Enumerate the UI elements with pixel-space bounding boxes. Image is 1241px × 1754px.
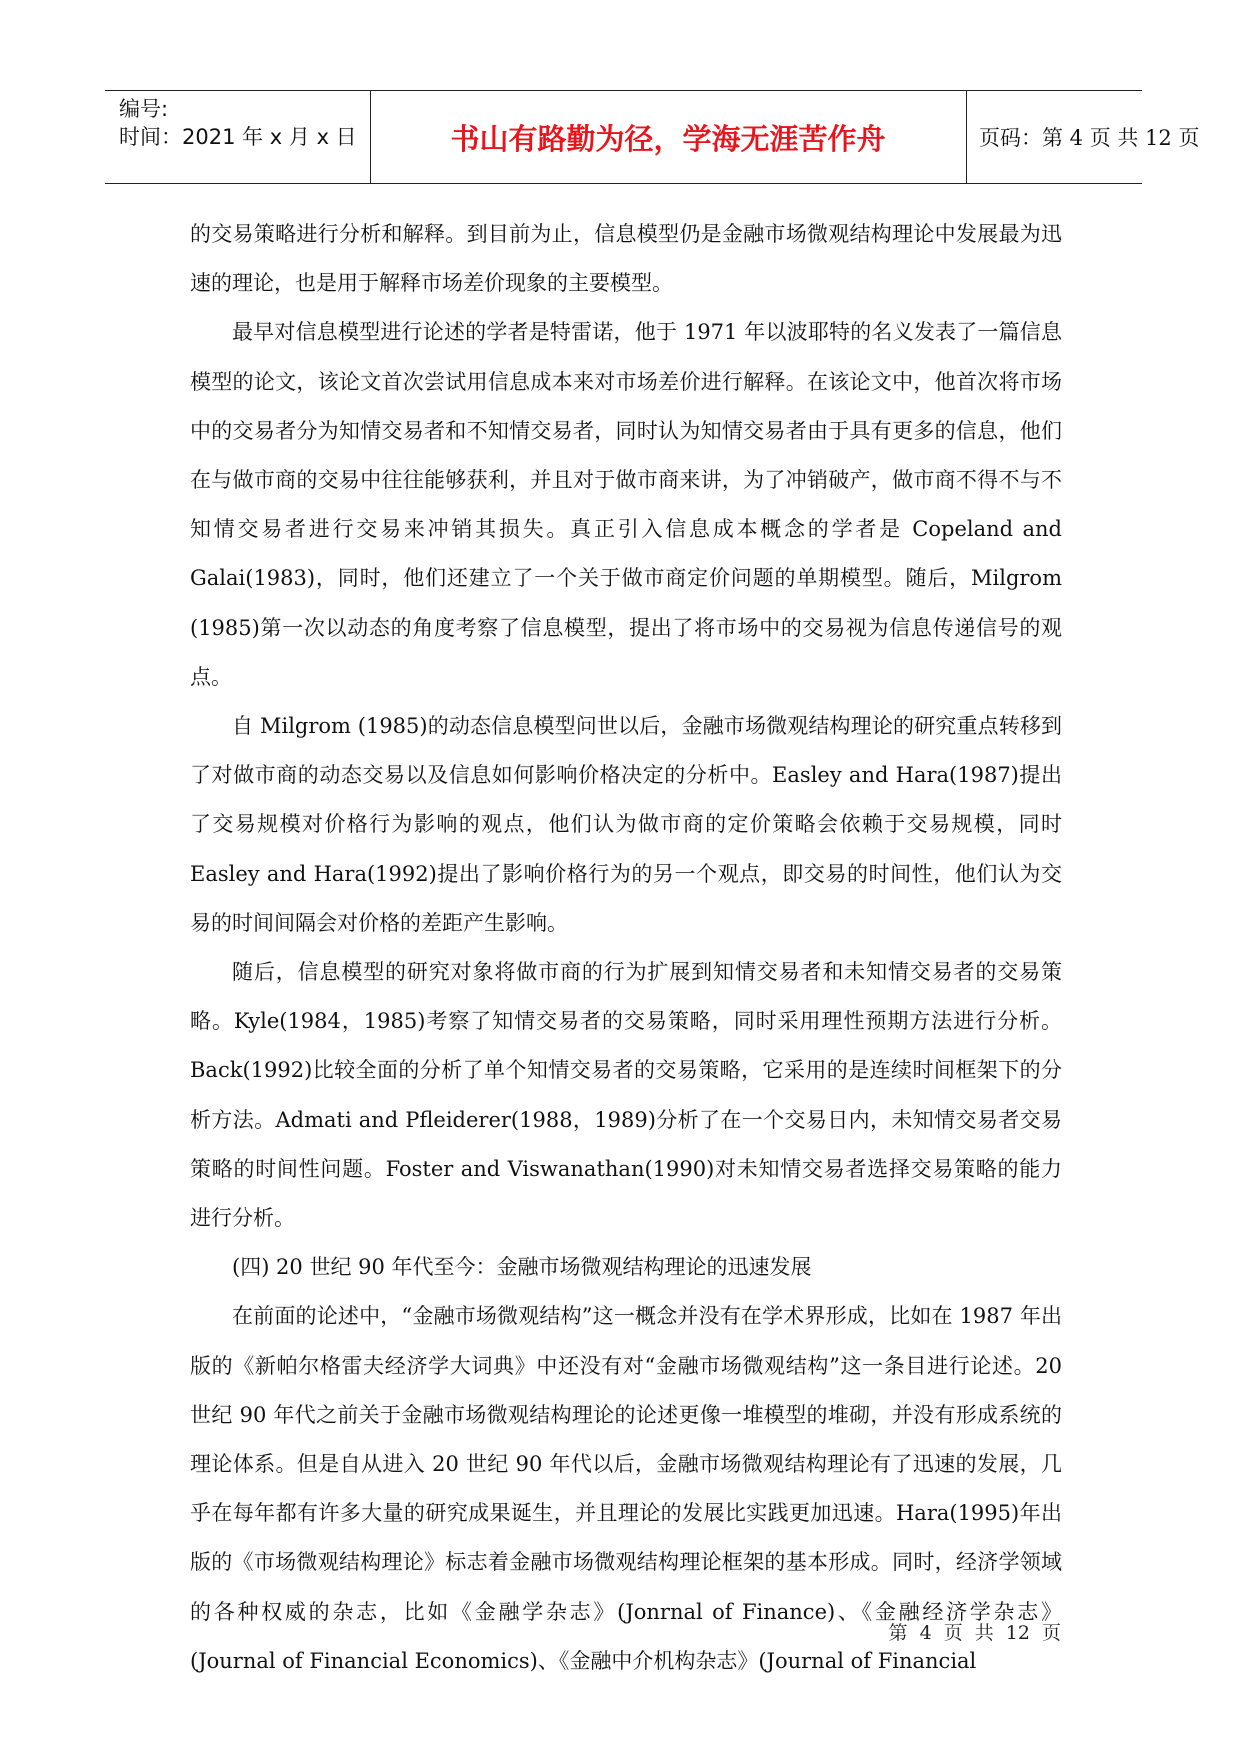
paragraph-4: 随后，信息模型的研究对象将做市商的行为扩展到知情交易者和未知情交易者的交易策略。Kyle(1984，1985)考察了知情交易者的交易策略，同时采用理性预期方法进行分析。Back(1992)比较全面的分析了单个知情交易者的交易策略，它采用的是连续时间框架下的分析方法。Admati and Pfleiderer(1988，1989)分析了在一个交易日内，未知情交易者交易策略的时间性问题。Foster and Viswanathan(1990)对未知情交易者选择交易策略的能力进行分析。 [190, 960, 1062, 1231]
header-page-cell [967, 91, 1200, 183]
paragraph-2: 最早对信息模型进行论述的学者是特雷诺，他于 1971 年以波耶特的名义发表了一篇信息模型的论文，该论文首次尝试用信息成本来对市场差价进行解释。在该论文中，他首次将市场中的交易者分为知情交易者和不知情交易者，同时认为知情交易者由于具有更多的信息，他们在与做市商的交易中往往能够获利，并且对于做市商来讲，为了冲销破产，做市商不得不与不知情交易者进行交易来冲销其损失。真正引入信息成本概念的学者是 Copeland and Galai(1983)，同时，他们还建立了一个关于做市商定价问题的单期模型。随后，Milgrom (1985)第一次以动态的角度考察了信息模型，提出了将市场中的交易视为信息传递信号的观点。 [190, 320, 1062, 689]
document-body [190, 210, 1062, 1686]
paragraph-5: 在前面的论述中，“金融市场微观结构”这一概念并没有在学术界形成，比如在 1987 年出版的《新帕尔格雷夫经济学大词典》中还没有对“金融市场微观结构”这一条目进行论述。20 世纪 90 年代之前关于金融市场微观结构理论的论述更像一堆模型的堆砌，并没有形成系统的理论体系。但是自从进入 20 世纪 90 年代以后，金融市场微观结构理论有了迅速的发展，几乎在每年都有许多大量的研究成果诞生，并且理论的发展比实践更加迅速。Hara(1995)年出版的《市场微观结构理论》标志着金融市场微观结构理论框架的基本形成。同时，经济学领域的各种权威的杂志，比如《金融学杂志》(Jonrnal of Finance)、《金融经济学杂志》(Journal of Financial Economics)、《金融中介机构杂志》(Journal of Financial [190, 1304, 1062, 1673]
paragraph-1: 的交易策略进行分析和解释。到目前为止，信息模型仍是金融市场微观结构理论中发展最为迅速的理论，也是用于解释市场差价现象的主要模型。 [190, 222, 1062, 296]
page-header [105, 90, 1200, 184]
paragraph-3: 自 Milgrom (1985)的动态信息模型问世以后，金融市场微观结构理论的研究重点转移到了对做市商的动态交易以及信息如何影响价格决定的分析中。Easley and Hara(1987)提出了交易规模对价格行为影响的观点，他们认为做市商的定价策略会依赖于交易规模，同时 Easley and Hara(1992)提出了影响价格行为的另一个观点，即交易的时间性，他们认为交易的时间间隔会对价格的差距产生影响。 [190, 714, 1062, 935]
header-motto: 书山有路勤为径，学海无涯苦作舟 [450, 122, 886, 156]
header-motto-cell [370, 91, 967, 183]
document-code-label: 编号: [119, 97, 169, 121]
page-footer: 第 4 页 共 12 页 [888, 1622, 1061, 1644]
section-heading: (四) 20 世纪 90 年代至今：金融市场微观结构理论的迅速发展 [232, 1255, 812, 1280]
document-date: 时间：2021 年 x 月 x 日 [119, 125, 357, 149]
header-info-cell [105, 91, 371, 183]
header-page-info: 页码：第 4 页 共 12 页 [979, 126, 1200, 150]
